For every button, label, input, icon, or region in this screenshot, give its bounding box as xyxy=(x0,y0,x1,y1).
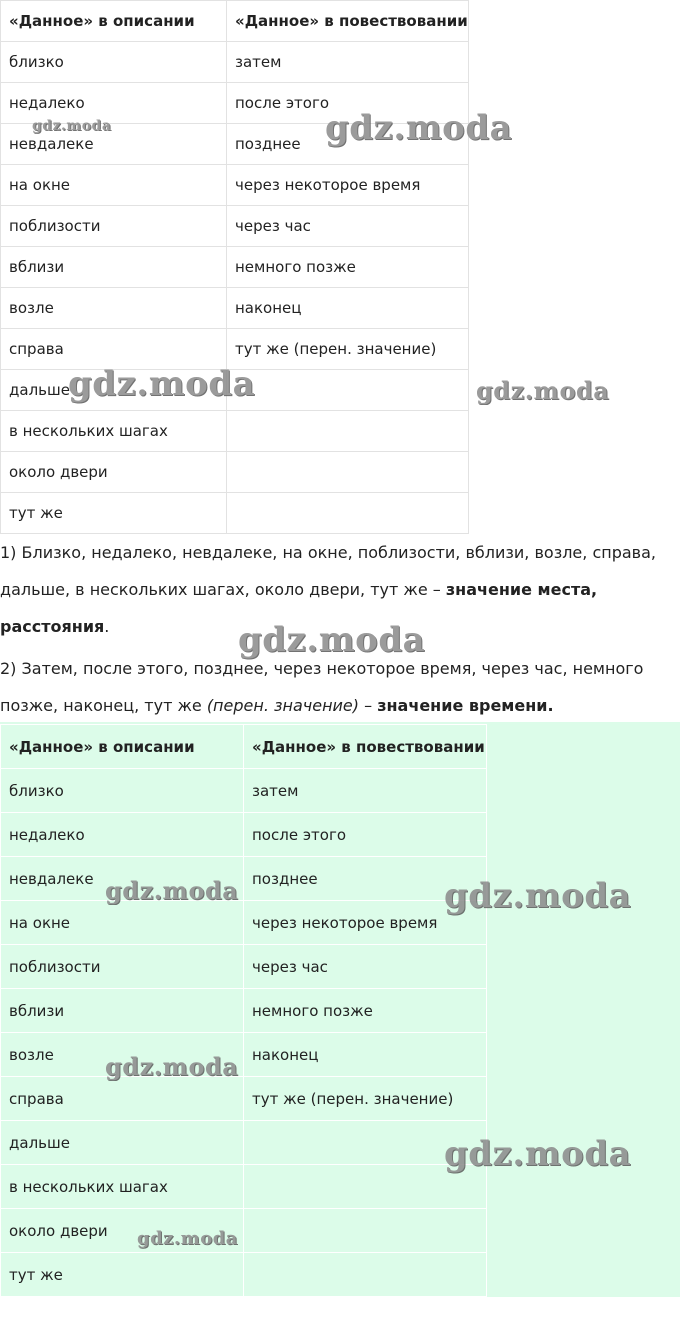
watermark: gdz.moda xyxy=(325,108,513,148)
cell-description: невдалеке xyxy=(1,124,227,165)
table-row xyxy=(1,1033,487,1077)
paragraph-place-text: 1) Близко, недалеко, невдалеке, на окне, поблизости, вблизи, возле, справа, дальше, в нескольких шагах, около двери, тут же – xyxy=(0,543,656,599)
cell-narration: позднее xyxy=(227,124,469,165)
watermark: gdz.moda xyxy=(444,876,632,916)
cell-narration: после этого xyxy=(244,813,487,857)
table-row xyxy=(1,42,469,83)
cell-description: тут же xyxy=(1,493,227,534)
cell-description: в нескольких шагах xyxy=(1,411,227,452)
cell-narration: немного позже xyxy=(227,247,469,288)
cell-description: в нескольких шагах xyxy=(1,1165,244,1209)
table-row xyxy=(1,1077,487,1121)
cell-description: около двери xyxy=(1,452,227,493)
table-row xyxy=(1,989,487,1033)
table-top xyxy=(0,0,469,534)
cell-narration: наконец xyxy=(227,288,469,329)
table-row xyxy=(1,288,469,329)
paragraph-place-bold: значение места, расстояния xyxy=(0,580,598,636)
watermark: gdz.moda xyxy=(105,1052,239,1081)
cell-description: на окне xyxy=(1,165,227,206)
cell-description: около двери xyxy=(1,1209,244,1253)
cell-narration: затем xyxy=(244,769,487,813)
cell-description: тут же xyxy=(1,1253,244,1297)
cell-description: недалеко xyxy=(1,813,244,857)
watermark: gdz.moda xyxy=(68,364,256,404)
cell-narration xyxy=(227,493,469,534)
header-narration: «Данное» в повествовании xyxy=(227,1,469,42)
watermark: gdz.moda xyxy=(476,376,610,405)
table-row xyxy=(1,411,469,452)
cell-description: справа xyxy=(1,329,227,370)
cell-description: поблизости xyxy=(1,945,244,989)
cell-description: близко xyxy=(1,769,244,813)
cell-description: недалеко xyxy=(1,83,227,124)
cell-narration xyxy=(227,370,469,411)
cell-description: справа xyxy=(1,1077,244,1121)
table-header-row xyxy=(1,725,487,769)
cell-description: возле xyxy=(1,288,227,329)
cell-narration: тут же (перен. значение) xyxy=(227,329,469,370)
cell-narration: после этого xyxy=(227,83,469,124)
cell-description: возле xyxy=(1,1033,244,1077)
cell-narration: затем xyxy=(227,42,469,83)
table-row xyxy=(1,945,487,989)
paragraph-place-end: . xyxy=(104,617,110,636)
cell-narration xyxy=(244,1253,487,1297)
table-row xyxy=(1,247,469,288)
header-narration: «Данное» в повествовании xyxy=(244,725,487,769)
table-row xyxy=(1,901,487,945)
cell-narration: через некоторое время xyxy=(227,165,469,206)
cell-description: вблизи xyxy=(1,247,227,288)
cell-description: вблизи xyxy=(1,989,244,1033)
table-row xyxy=(1,165,469,206)
cell-narration: через некоторое время xyxy=(244,901,487,945)
table-header-row xyxy=(1,1,469,42)
cell-narration: через час xyxy=(227,206,469,247)
table-bottom xyxy=(0,724,487,1297)
watermark: gdz.moda xyxy=(444,1134,632,1174)
paragraph-time xyxy=(0,650,676,724)
cell-narration: немного позже xyxy=(244,989,487,1033)
cell-narration: наконец xyxy=(244,1033,487,1077)
cell-description: близко xyxy=(1,42,227,83)
cell-description: дальше xyxy=(1,370,227,411)
paragraph-time-italic: (перен. значение) xyxy=(206,696,360,715)
table-row xyxy=(1,452,469,493)
cell-description: на окне xyxy=(1,901,244,945)
header-description: «Данное» в описании xyxy=(1,1,227,42)
paragraph-time-text: 2) Затем, после этого, позднее, через некоторое время, через час, немного позже, наконец, тут же xyxy=(0,659,644,715)
table-row xyxy=(1,493,469,534)
table-row xyxy=(1,206,469,247)
cell-narration: через час xyxy=(244,945,487,989)
cell-description: поблизости xyxy=(1,206,227,247)
header-description: «Данное» в описании xyxy=(1,725,244,769)
table-row xyxy=(1,1121,487,1165)
cell-description: невдалеке xyxy=(1,857,244,901)
watermark: gdz.moda xyxy=(137,1228,238,1249)
cell-narration xyxy=(244,1209,487,1253)
cell-narration xyxy=(227,452,469,493)
cell-narration: позднее xyxy=(244,857,487,901)
cell-narration: тут же (перен. значение) xyxy=(244,1077,487,1121)
table-row xyxy=(1,1209,487,1253)
table-row xyxy=(1,1165,487,1209)
watermark: gdz.moda xyxy=(238,620,426,660)
watermark: gdz.moda xyxy=(32,118,112,134)
paragraph-time-bold: значение времени. xyxy=(377,696,554,715)
table-row xyxy=(1,769,487,813)
table-row xyxy=(1,857,487,901)
table-row xyxy=(1,813,487,857)
watermark: gdz.moda xyxy=(105,876,239,905)
cell-description: дальше xyxy=(1,1121,244,1165)
paragraph-time-dash: – xyxy=(359,696,378,715)
cell-narration xyxy=(227,411,469,452)
table-row xyxy=(1,1253,487,1297)
